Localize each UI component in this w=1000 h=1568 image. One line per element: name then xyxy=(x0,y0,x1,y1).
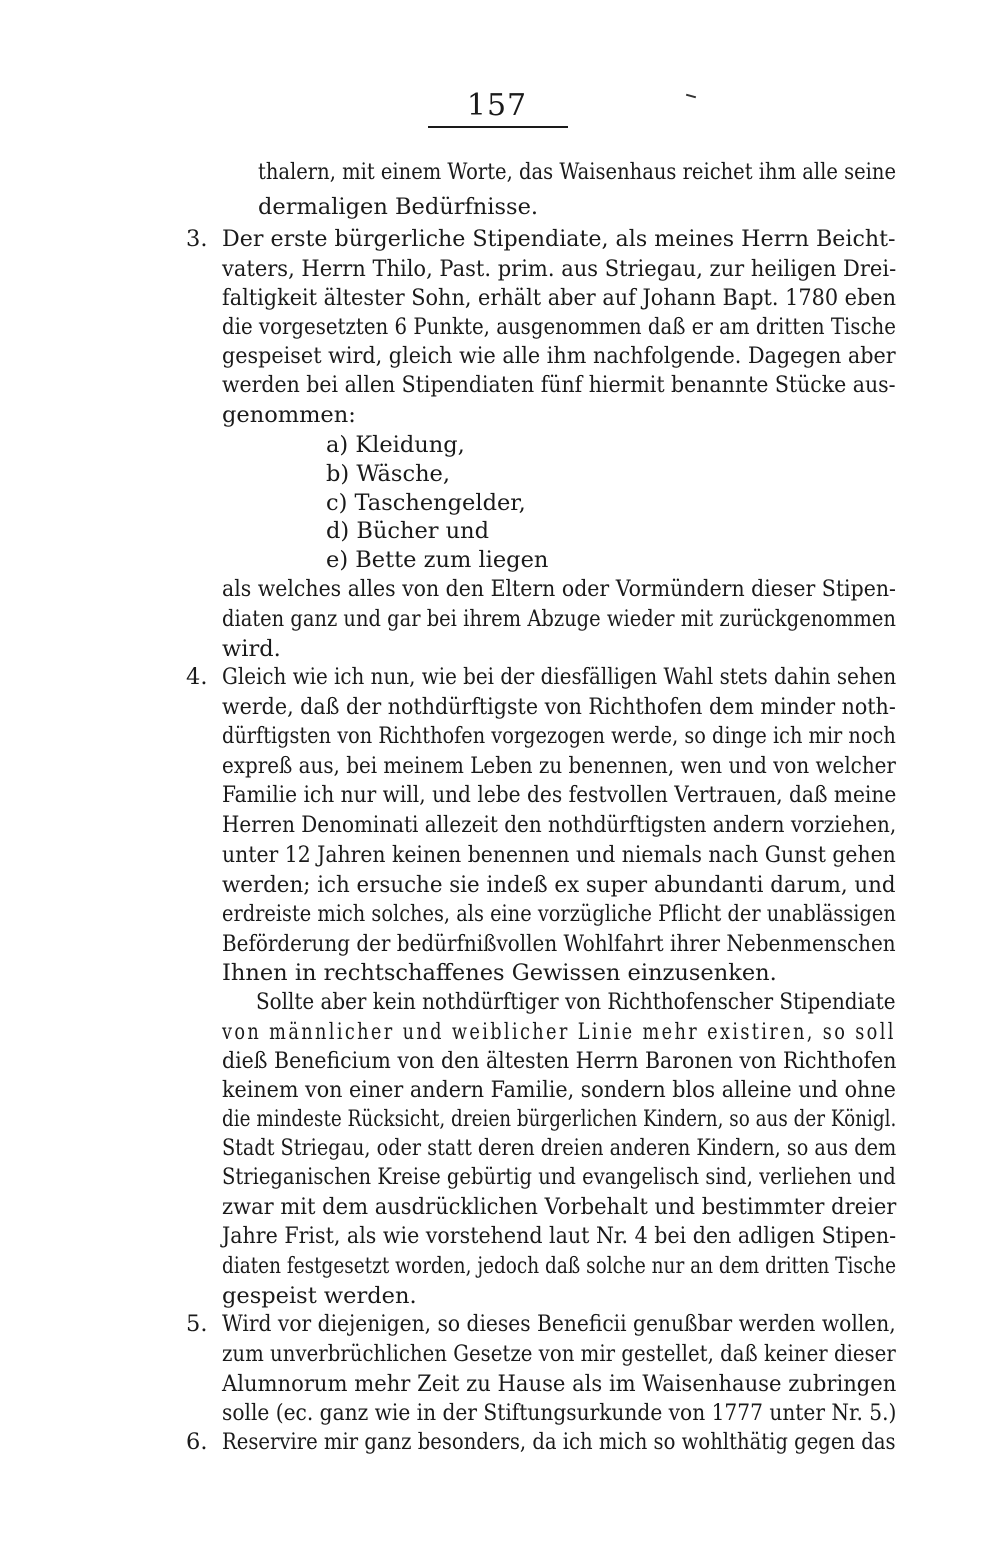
text-line: Ihnen in rechtschaffenes Gewissen einzusenken. xyxy=(222,960,777,986)
item-number: 4. xyxy=(186,664,208,690)
text-line: gespeist werden. xyxy=(222,1283,417,1309)
text-line: thalern, mit einem Worte, das Waisenhaus reichet ihm alle seine xyxy=(258,159,896,185)
list-item: b) Wäsche, xyxy=(326,461,451,487)
text-line: unter 12 Jahren keinen benennen und niemals nach Gunst gehen xyxy=(222,842,896,868)
text-line: die vorgesetzten 6 Punkte, ausgenommen daß er am dritten Tische xyxy=(222,314,896,340)
item-number: 6. xyxy=(186,1429,208,1455)
text-line: zwar mit dem ausdrücklichen Vorbehalt und bestimmter dreier xyxy=(222,1194,897,1220)
text-line: Der erste bürgerliche Stipendiate, als meines Herrn Beicht- xyxy=(222,226,896,252)
text-line: gespeiset wird, gleich wie alle ihm nachfolgende. Dagegen aber xyxy=(222,343,896,369)
text-line: zum unverbrüchlichen Gesetze von mir gestellet, daß keiner dieser xyxy=(222,1341,896,1367)
text-line: wird. xyxy=(222,636,281,662)
text-line: die mindeste Rücksicht, dreien bürgerlichen Kindern, so aus der Königl. xyxy=(222,1106,897,1132)
text-line: Stadt Striegau, oder statt deren dreien anderen Kindern, so aus dem xyxy=(222,1135,897,1161)
text-line: diaten festgesetzt worden, jedoch daß solche nur an dem dritten Tische xyxy=(222,1253,897,1279)
text-line: diaten ganz und gar bei ihrem Abzuge wieder mit zurückgenommen xyxy=(222,606,896,632)
list-item: c) Taschengelder, xyxy=(326,490,526,516)
text-line: werden; ich ersuche sie indeß ex super abundanti darum, und xyxy=(222,872,896,898)
text-line: faltigkeit ältester Sohn, erhält aber auf Johann Bapt. 1780 eben xyxy=(222,285,897,311)
text-line: Gleich wie ich nun, wie bei der diesfälligen Wahl stets dahin sehen xyxy=(222,664,897,690)
page-number: 157 xyxy=(466,88,528,123)
list-item: d) Bücher und xyxy=(326,518,490,544)
text-line: werde, daß der nothdürftigste von Richthofen dem minder noth- xyxy=(222,694,896,720)
text-line: solle (ec. ganz wie in der Stiftungsurkunde von 1777 unter Nr. 5.) xyxy=(222,1400,897,1426)
text-line: dieß Beneficium von den ältesten Herrn Baronen von Richthofen xyxy=(222,1048,897,1074)
text-line: Beförderung der bedürfnißvollen Wohlfahrt ihrer Nebenmenschen xyxy=(222,931,896,957)
text-line: genommen: xyxy=(222,402,356,428)
list-item: a) Kleidung, xyxy=(326,432,465,458)
item-number: 3. xyxy=(186,226,208,252)
text-line: werden bei allen Stipendiaten fünf hiermit benannte Stücke aus- xyxy=(222,372,896,398)
text-line: Reservire mir ganz besonders, da ich mich so wohlthätig gegen das xyxy=(222,1429,896,1455)
text-line: Alumnorum mehr Zeit zu Hause als im Waisenhause zubringen xyxy=(222,1371,897,1397)
item-number: 5. xyxy=(186,1311,208,1337)
text-line: Sollte aber kein nothdürftiger von Richthofenscher Stipendiate xyxy=(256,989,896,1015)
text-line: dermaligen Bedürfnisse. xyxy=(258,194,539,220)
list-item: e) Bette zum liegen xyxy=(326,547,549,573)
text-line: dürftigsten von Richthofen vorgezogen werde, so dinge ich mir noch xyxy=(222,723,896,749)
text-line: Herren Denominati allezeit den nothdürftigsten andern vorziehen, xyxy=(222,812,897,838)
text-line: als welches alles von den Eltern oder Vormündern dieser Stipen- xyxy=(222,576,896,602)
text-line: Familie ich nur will, und lebe des festvollen Vertrauen, daß meine xyxy=(222,782,897,808)
text-line: erdreiste mich solches, als eine vorzügliche Pflicht der unablässigen xyxy=(222,901,896,927)
text-line: von männlicher und weiblicher Linie mehr existiren, so soll xyxy=(222,1019,896,1045)
text-line: Jahre Frist, als wie vorstehend laut Nr. 4 bei den adligen Stipen- xyxy=(222,1223,897,1249)
text-line: Strieganischen Kreise gebürtig und evangelisch sind, verliehen und xyxy=(222,1164,896,1190)
page-number-rule xyxy=(428,126,568,128)
text-line: keinem von einer andern Familie, sondern blos alleine und ohne xyxy=(222,1077,896,1103)
text-line: expreß aus, bei meinem Leben zu benennen, wen und von welcher xyxy=(222,753,896,779)
text-line: Wird vor diejenigen, so dieses Beneficii genußbar werden wollen, xyxy=(222,1311,896,1337)
text-line: vaters, Herrn Thilo, Past. prim. aus Striegau, zur heiligen Drei- xyxy=(222,256,897,282)
